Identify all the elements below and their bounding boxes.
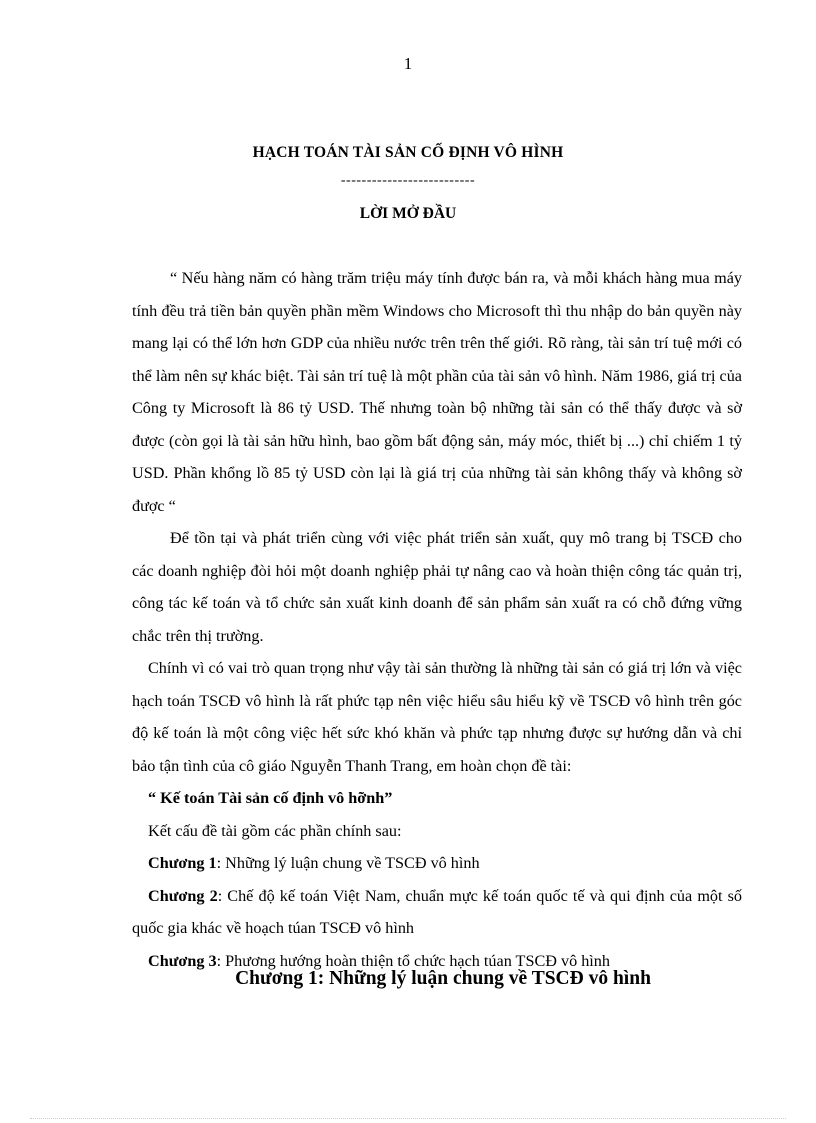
chapter-label: Chương 3 xyxy=(148,951,217,970)
section-title: LỜI MỞ ĐẦU xyxy=(359,205,457,222)
paragraph-reason: Chính vì có vai trò quan trọng như vậy tài sản thường là những tài sản có giá trị lớn và việc hạch toán TSCĐ vô hình là rất phức tạp nên việc hiểu sâu hiểu kỹ về TSCĐ vô hình trên góc độ kế toán là một công việc hết sức khó khăn và phức tạp nhưng được sự hướng dẫn và chỉ bảo tận tình của cô giáo Nguyễn Thanh Trang, em hoàn chọn đề tài: xyxy=(132,659,742,775)
topic-line xyxy=(132,782,742,815)
paragraph-quote: “ Nếu hàng năm có hàng trăm triệu máy tính được bán ra, và mỗi khách hàng mua máy tính đều trả tiền bản quyền phần mềm Windows cho Microsoft thì thu nhập do bản quyền này mang lại có thể lớn hơn GDP của nhiều nước trên trên thế giới. Rõ ràng, tài sản trí tuệ mới có thể làm nên sự khác biệt. Tài sản trí tuệ là một phần của tài sản vô hình. Năm 1986, giá trị của Công ty Microsoft là 86 tỷ USD. Thế nhưng toàn bộ những tài sản có thể thấy được và sờ được (còn gọi là tài sản hữu hình, bao gồm bất động sản, máy móc, thiết bị ...) chỉ chiếm 1 tỷ USD. Phần khổng lồ 85 tỷ USD còn lại là giá trị của những tài sản không thấy và không sờ được “ xyxy=(132,269,742,515)
document-title: HẠCH TOÁN TÀI SẢN CỐ ĐỊNH VÔ HÌNH xyxy=(252,144,564,161)
chapter-text: : Chế độ kế toán Việt Nam, chuẩn mực kế toán quốc tế và qui định của một số quốc gia khác về hoạch túan TSCĐ vô hình xyxy=(132,886,743,937)
chapter-text: : Phương hướng hoàn thiện tổ chức hạch túan TSCĐ vô hình xyxy=(216,951,610,970)
chapter-heading: Chương 1: Những lý luận chung về TSCĐ vô hình xyxy=(235,968,651,989)
chapter-label: Chương 1 xyxy=(148,854,217,872)
title-divider: -------------------------- xyxy=(340,173,476,188)
structure-intro: Kết cấu đề tài gồm các phần chính sau: xyxy=(148,821,402,840)
page-bottom-rule xyxy=(30,1118,786,1119)
chapter-text: : Những lý luận chung về TSCĐ vô hình xyxy=(216,854,480,872)
paragraph-development: Để tồn tại và phát triển cùng với việc phát triển sản xuất, quy mô trang bị TSCĐ cho các doanh nghiệp đòi hỏi một doanh nghiệp phải tự nâng cao và hoàn thiện công tác quản trị, công tác kế toán và tổ chức sản xuất kinh doanh để sản phẩm sản xuất ra có chỗ đứng vững chắc trên thị trường. xyxy=(132,529,742,645)
chapter-label: Chương 2 xyxy=(148,886,218,905)
chapter-item-2 xyxy=(132,880,742,945)
body-text xyxy=(132,262,742,977)
page-number: 1 xyxy=(403,54,413,73)
topic-title: “ Kế toán Tài sản cố định vô hỡnh” xyxy=(148,789,393,807)
chapter-item-1 xyxy=(132,847,742,880)
